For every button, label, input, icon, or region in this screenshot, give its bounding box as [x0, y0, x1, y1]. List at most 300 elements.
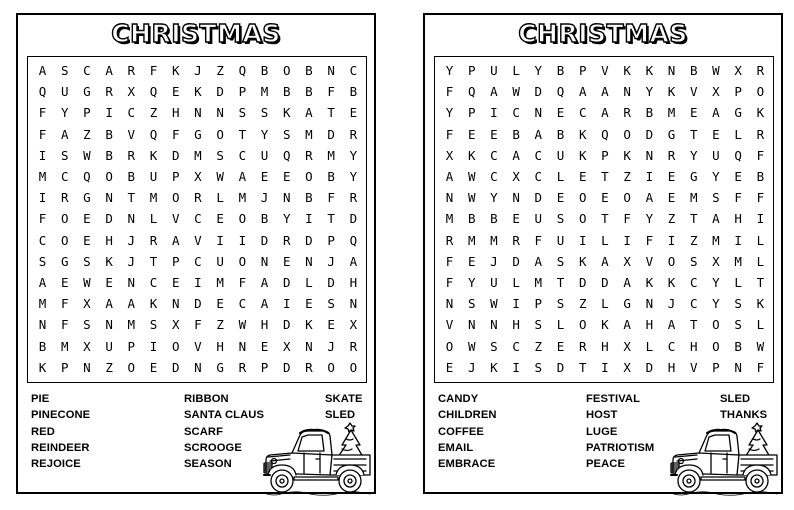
puzzle-page-right: [423, 13, 783, 494]
grid-letter: I: [512, 359, 520, 375]
grid-letter: D: [645, 359, 654, 375]
grid-letter: O: [60, 232, 69, 248]
grid-letter: P: [578, 63, 587, 79]
grid-letter: A: [490, 84, 498, 100]
grid-letter: L: [601, 232, 609, 248]
grid-letter: F: [238, 274, 247, 290]
grid-letter: B: [467, 211, 476, 227]
search-word: RIBBON: [184, 393, 229, 405]
grid-letter: L: [756, 317, 765, 333]
grid-letter: E: [260, 338, 269, 354]
grid-letter: N: [105, 317, 113, 333]
grid-letter: N: [194, 105, 202, 121]
grid-letter: U: [260, 147, 269, 163]
grid-letter: D: [645, 126, 654, 142]
grid-letter: F: [445, 84, 454, 100]
grid-letter: T: [556, 274, 565, 290]
search-word: COFFEE: [438, 425, 484, 438]
grid-row: [439, 145, 771, 166]
grid-letter: B: [756, 169, 765, 185]
grid-letter: A: [623, 274, 631, 290]
grid-letter: B: [260, 211, 269, 227]
grid-letter: N: [445, 296, 454, 312]
grid-letter: A: [105, 296, 113, 312]
grid-letter: I: [38, 190, 47, 206]
grid-letter: J: [327, 338, 335, 354]
grid-row: [32, 335, 364, 356]
grid-letter: S: [83, 253, 91, 269]
grid-letter: A: [127, 296, 136, 312]
grid-letter: K: [282, 105, 291, 121]
grid-letter: W: [83, 147, 91, 163]
grid-letter: G: [667, 126, 676, 142]
grid-letter: P: [734, 84, 742, 100]
grid-letter: R: [445, 232, 454, 248]
grid-letter: S: [534, 317, 543, 333]
grid-letter: W: [490, 296, 498, 312]
grid-letter: B: [645, 105, 654, 121]
grid-letter: Q: [83, 169, 91, 185]
grid-letter: N: [349, 296, 358, 312]
grid-letter: M: [534, 274, 543, 290]
grid-letter: S: [534, 359, 543, 375]
grid-letter: A: [578, 84, 587, 100]
grid-letter: E: [327, 317, 335, 333]
grid-row: [439, 81, 771, 102]
grid-letter: G: [623, 296, 631, 312]
grid-letter: N: [534, 105, 543, 121]
grid-letter: Y: [689, 147, 698, 163]
grid-letter: F: [38, 211, 47, 227]
grid-letter: O: [327, 359, 335, 375]
search-word: CHILDREN: [438, 409, 497, 422]
grid-letter: X: [734, 63, 742, 79]
grid-letter: A: [667, 317, 676, 333]
grid-row: [32, 124, 364, 145]
grid-letter: P: [127, 338, 136, 354]
grid-letter: M: [712, 232, 720, 248]
letter-grid: [27, 56, 367, 383]
grid-letter: C: [60, 169, 69, 185]
grid-letter: X: [127, 84, 136, 100]
grid-letter: L: [305, 274, 313, 290]
grid-letter: S: [556, 211, 565, 227]
grid-letter: O: [578, 211, 587, 227]
grid-letter: C: [83, 63, 91, 79]
grid-letter: C: [127, 105, 136, 121]
grid-letter: N: [445, 190, 454, 206]
grid-letter: M: [467, 232, 476, 248]
grid-letter: H: [689, 338, 698, 354]
grid-letter: E: [216, 211, 224, 227]
grid-letter: D: [260, 232, 269, 248]
grid-letter: H: [601, 338, 609, 354]
grid-letter: W: [712, 63, 720, 79]
grid-letter: E: [60, 274, 69, 290]
grid-letter: U: [105, 338, 113, 354]
page-title: CHRISTMAS: [518, 19, 688, 48]
grid-letter: L: [556, 317, 565, 333]
grid-letter: S: [238, 105, 247, 121]
grid-letter: O: [667, 253, 676, 269]
grid-letter: A: [38, 63, 47, 79]
grid-letter: M: [260, 84, 269, 100]
grid-letter: B: [305, 84, 313, 100]
grid-letter: D: [512, 253, 520, 269]
grid-letter: S: [734, 317, 742, 333]
grid-letter: F: [60, 317, 69, 333]
word-column: [586, 391, 654, 472]
grid-letter: A: [601, 253, 609, 269]
grid-letter: E: [467, 253, 476, 269]
grid-letter: T: [689, 317, 698, 333]
grid-letter: R: [623, 105, 631, 121]
grid-letter: S: [260, 105, 269, 121]
grid-letter: K: [645, 274, 654, 290]
grid-letter: E: [556, 190, 565, 206]
search-word: REINDEER: [31, 441, 90, 454]
grid-letter: M: [149, 190, 158, 206]
search-word: SCROOGE: [184, 441, 242, 454]
grid-letter: Q: [282, 147, 291, 163]
grid-letter: W: [83, 274, 91, 290]
grid-letter: T: [689, 126, 698, 142]
grid-letter: O: [623, 126, 631, 142]
grid-letter: F: [534, 232, 543, 248]
grid-letter: E: [282, 169, 291, 185]
grid-letter: E: [305, 296, 313, 312]
grid-letter: U: [60, 84, 69, 100]
grid-letter: Q: [734, 147, 742, 163]
grid-letter: Z: [216, 317, 224, 333]
grid-letter: U: [149, 169, 158, 185]
grid-letter: V: [689, 84, 698, 100]
grid-letter: R: [127, 147, 136, 163]
grid-letter: B: [734, 338, 742, 354]
grid-letter: P: [238, 84, 247, 100]
grid-letter: O: [712, 338, 720, 354]
grid-letter: S: [149, 317, 158, 333]
search-word: PIE: [31, 393, 50, 405]
grid-row: [32, 272, 364, 293]
grid-letter: U: [534, 211, 543, 227]
grid-letter: J: [127, 232, 136, 248]
grid-letter: A: [712, 105, 720, 121]
grid-letter: U: [490, 274, 498, 290]
grid-letter: S: [556, 253, 565, 269]
grid-letter: E: [712, 126, 720, 142]
grid-letter: Z: [689, 232, 698, 248]
grid-row: [32, 81, 364, 102]
grid-letter: P: [327, 232, 335, 248]
grid-letter: Y: [645, 84, 654, 100]
grid-letter: C: [512, 338, 520, 354]
search-word: FESTIVAL: [586, 393, 641, 405]
grid-letter: F: [734, 190, 742, 206]
grid-letter: G: [83, 84, 91, 100]
grid-letter: K: [667, 274, 676, 290]
grid-letter: N: [38, 317, 47, 333]
grid-letter: C: [534, 147, 543, 163]
grid-letter: I: [645, 169, 654, 185]
grid-letter: C: [490, 169, 498, 185]
grid-letter: C: [689, 274, 698, 290]
grid-letter: X: [512, 169, 520, 185]
grid-letter: W: [216, 169, 224, 185]
grid-letter: F: [60, 296, 69, 312]
word-column: [184, 391, 264, 472]
grid-letter: L: [756, 253, 765, 269]
grid-letter: H: [105, 232, 113, 248]
grid-letter: W: [238, 317, 247, 333]
grid-letter: N: [623, 84, 631, 100]
grid-letter: R: [238, 359, 247, 375]
grid-letter: I: [623, 232, 631, 248]
grid-letter: K: [623, 63, 631, 79]
grid-letter: Q: [149, 84, 158, 100]
search-word: THANKS: [720, 409, 768, 422]
grid-letter: B: [38, 338, 47, 354]
grid-letter: L: [556, 169, 565, 185]
search-word: REJOICE: [31, 458, 81, 471]
grid-letter: F: [38, 105, 47, 121]
grid-letter: E: [83, 211, 91, 227]
grid-letter: I: [194, 274, 202, 290]
grid-letter: O: [756, 84, 765, 100]
grid-letter: A: [349, 253, 358, 269]
grid-letter: K: [467, 147, 476, 163]
grid-letter: K: [149, 147, 158, 163]
grid-letter: I: [38, 147, 47, 163]
grid-letter: N: [260, 253, 269, 269]
grid-letter: P: [534, 296, 543, 312]
grid-letter: F: [38, 126, 47, 142]
grid-letter: A: [171, 232, 180, 248]
grid-letter: F: [327, 84, 335, 100]
grid-letter: X: [349, 317, 358, 333]
grid-row: [32, 187, 364, 208]
grid-letter: F: [445, 253, 454, 269]
grid-letter: K: [578, 147, 587, 163]
grid-letter: C: [667, 338, 676, 354]
grid-letter: K: [105, 253, 113, 269]
grid-letter: O: [623, 190, 631, 206]
grid-letter: Z: [534, 338, 543, 354]
grid-letter: X: [445, 147, 454, 163]
grid-letter: Z: [105, 359, 113, 375]
grid-letter: D: [282, 317, 291, 333]
grid-letter: P: [60, 359, 69, 375]
grid-letter: I: [305, 211, 313, 227]
grid-letter: N: [238, 338, 247, 354]
grid-letter: V: [601, 63, 609, 79]
grid-letter: F: [645, 232, 654, 248]
search-word: SCARF: [184, 425, 224, 438]
grid-letter: T: [756, 274, 765, 290]
grid-letter: T: [327, 211, 335, 227]
grid-letter: G: [60, 253, 69, 269]
grid-row: [439, 208, 771, 229]
grid-letter: Y: [712, 296, 720, 312]
word-column: [438, 391, 497, 472]
grid-letter: N: [194, 359, 202, 375]
grid-letter: D: [327, 126, 335, 142]
grid-letter: B: [105, 126, 113, 142]
grid-letter: B: [127, 169, 136, 185]
grid-letter: S: [83, 317, 91, 333]
grid-letter: W: [756, 338, 765, 354]
grid-letter: D: [194, 296, 202, 312]
grid-letter: C: [194, 211, 202, 227]
grid-letter: B: [327, 169, 335, 185]
grid-letter: V: [689, 359, 698, 375]
grid-letter: M: [238, 190, 247, 206]
grid-letter: Z: [83, 126, 91, 142]
grid-letter: A: [712, 211, 720, 227]
grid-letter: C: [689, 296, 698, 312]
grid-letter: O: [349, 359, 358, 375]
grid-row: [439, 251, 771, 272]
grid-letter: M: [60, 338, 69, 354]
grid-letter: A: [534, 126, 543, 142]
grid-letter: E: [667, 190, 676, 206]
grid-letter: Y: [490, 190, 498, 206]
grid-letter: M: [127, 317, 136, 333]
grid-row: [32, 166, 364, 187]
letter-grid: [434, 56, 774, 383]
grid-letter: X: [171, 317, 180, 333]
grid-letter: C: [349, 63, 358, 79]
grid-letter: C: [194, 253, 202, 269]
grid-row: [32, 60, 364, 81]
grid-letter: D: [105, 211, 113, 227]
grid-letter: O: [282, 63, 291, 79]
grid-row: [439, 335, 771, 356]
grid-letter: L: [601, 296, 609, 312]
grid-letter: O: [105, 169, 113, 185]
grid-letter: C: [238, 147, 247, 163]
grid-letter: J: [327, 253, 335, 269]
grid-letter: M: [38, 169, 47, 185]
grid-letter: M: [734, 253, 742, 269]
search-word: SANTA CLAUS: [184, 409, 265, 422]
grid-letter: N: [127, 211, 136, 227]
grid-letter: N: [490, 317, 498, 333]
grid-row: [439, 187, 771, 208]
grid-letter: R: [667, 147, 676, 163]
grid-letter: J: [490, 253, 498, 269]
grid-letter: K: [756, 105, 765, 121]
grid-letter: A: [238, 169, 247, 185]
grid-letter: I: [578, 232, 587, 248]
grid-letter: Q: [238, 63, 247, 79]
grid-letter: E: [445, 359, 454, 375]
grid-letter: C: [38, 232, 47, 248]
grid-letter: I: [667, 232, 676, 248]
grid-letter: U: [556, 232, 565, 248]
grid-letter: K: [756, 296, 765, 312]
grid-letter: A: [601, 105, 609, 121]
grid-letter: T: [327, 105, 335, 121]
grid-letter: Q: [149, 126, 158, 142]
grid-letter: J: [127, 253, 136, 269]
grid-letter: L: [149, 211, 158, 227]
grid-letter: E: [734, 169, 742, 185]
grid-row: [439, 230, 771, 251]
grid-letter: L: [645, 338, 654, 354]
grid-letter: S: [712, 190, 720, 206]
grid-letter: A: [305, 105, 313, 121]
grid-letter: E: [689, 105, 698, 121]
grid-letter: C: [149, 274, 158, 290]
grid-letter: K: [171, 63, 180, 79]
grid-letter: K: [623, 147, 631, 163]
grid-letter: X: [282, 338, 291, 354]
grid-letter: H: [171, 105, 180, 121]
grid-letter: N: [512, 190, 520, 206]
grid-letter: O: [127, 359, 136, 375]
grid-letter: B: [512, 126, 520, 142]
grid-letter: E: [512, 211, 520, 227]
grid-letter: F: [445, 274, 454, 290]
grid-letter: N: [105, 190, 113, 206]
grid-letter: S: [734, 296, 742, 312]
grid-letter: W: [467, 190, 476, 206]
grid-letter: Y: [349, 147, 358, 163]
grid-letter: Y: [282, 211, 291, 227]
grid-letter: A: [645, 190, 654, 206]
grid-letter: Y: [534, 63, 543, 79]
grid-letter: Q: [601, 126, 609, 142]
grid-letter: Z: [216, 63, 224, 79]
grid-letter: D: [534, 84, 543, 100]
grid-letter: M: [194, 147, 202, 163]
grid-letter: K: [38, 359, 47, 375]
grid-letter: R: [305, 359, 313, 375]
grid-letter: Y: [467, 274, 476, 290]
grid-letter: P: [601, 147, 609, 163]
page-title: CHRISTMAS: [111, 19, 281, 48]
grid-letter: N: [645, 296, 654, 312]
grid-letter: U: [216, 253, 224, 269]
grid-letter: V: [171, 211, 180, 227]
grid-letter: N: [467, 317, 476, 333]
grid-letter: D: [282, 359, 291, 375]
grid-letter: T: [238, 126, 247, 142]
grid-letter: R: [282, 232, 291, 248]
grid-letter: R: [305, 147, 313, 163]
grid-letter: G: [689, 169, 698, 185]
grid-letter: Z: [578, 296, 587, 312]
grid-letter: R: [60, 190, 69, 206]
grid-letter: F: [194, 317, 202, 333]
grid-letter: D: [171, 147, 180, 163]
grid-letter: L: [512, 63, 520, 79]
grid-letter: X: [712, 84, 720, 100]
grid-letter: R: [756, 63, 765, 79]
grid-letter: A: [512, 147, 520, 163]
grid-letter: Z: [623, 169, 631, 185]
grid-letter: D: [578, 274, 587, 290]
grid-letter: P: [171, 253, 180, 269]
grid-letter: B: [260, 63, 269, 79]
grid-letter: I: [216, 232, 224, 248]
grid-letter: K: [667, 84, 676, 100]
grid-letter: W: [467, 169, 476, 185]
grid-letter: R: [127, 63, 136, 79]
grid-letter: M: [216, 274, 224, 290]
grid-letter: F: [756, 147, 765, 163]
